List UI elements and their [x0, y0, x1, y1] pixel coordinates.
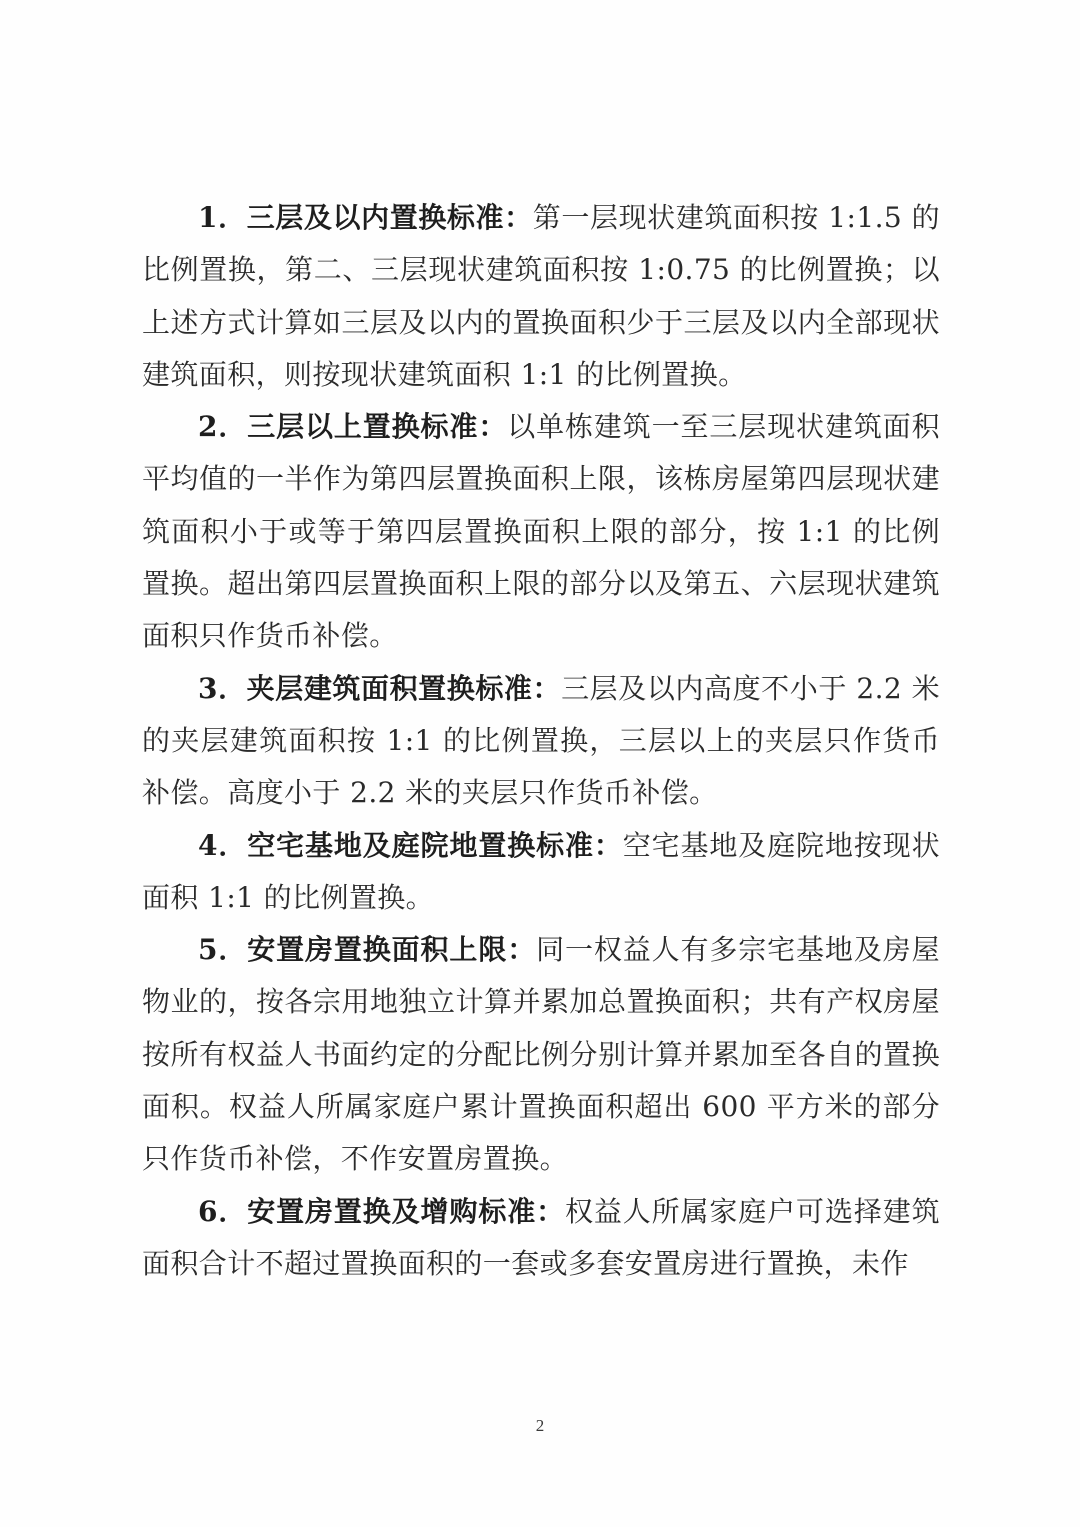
- paragraph-1-heading: 1．三层及以内置换标准：: [198, 201, 533, 234]
- paragraph-5-heading: 5．安置房置换面积上限：: [198, 933, 537, 967]
- paragraph-1-text: 第一层现状建筑面积按 1:1.5 的比例置换，第二、三层现状建筑面积按 1:0.75 的比例置换；以上述方式计算如三层及以内的置换面积少于三层及以内全部现状建筑面积，则按现状建筑面积 1:1 的比例置换。: [142, 201, 940, 391]
- paragraph-3-text: 三层及以内高度不小于 2.2 米的夹层建筑面积按 1:1 的比例置换，三层以上的夹层只作货币补偿。高度小于 2.2 米的夹层只作货币补偿。: [142, 671, 941, 810]
- paragraph-5-text: 同一权益人有多宗宅基地及房屋物业的，按各宗用地独立计算并累加总置换面积；共有产权房屋按所有权益人书面约定的分配比例分别计算并累加至各自的置换面积。权益人所属家庭户累计置换面积超出 600 平方米的部分只作货币补偿，不作安置房置换。: [142, 933, 940, 1176]
- paragraph-1: [142, 192, 940, 401]
- paragraph-4-text: 空宅基地及庭院地按现状面积 1:1 的比例置换。: [142, 828, 940, 914]
- paragraph-4: [142, 820, 940, 925]
- paragraph-2: [142, 401, 940, 662]
- paragraph-6: [142, 1186, 940, 1291]
- paragraph-6-heading: 6．安置房置换及增购标准：: [198, 1194, 565, 1228]
- paragraph-5: [142, 924, 940, 1185]
- paragraph-6-text: 权益人所属家庭户可选择建筑面积合计不超过置换面积的一套或多套安置房进行置换，未作: [142, 1194, 940, 1280]
- paragraph-2-text: 以单栋建筑一至三层现状建筑面积平均值的一半作为第四层置换面积上限，该栋房屋第四层现状建筑面积小于或等于第四层置换面积上限的部分，按 1:1 的比例置换。超出第四层置换面积上限的部分以及第五、六层现状建筑面积只作货币补偿。: [142, 410, 940, 653]
- page-number: 2: [535, 1416, 545, 1435]
- paragraph-4-heading: 4．空宅基地及庭院地置换标准：: [198, 828, 623, 862]
- document-body: [142, 192, 940, 1290]
- paragraph-3-heading: 3．夹层建筑面积置换标准：: [198, 671, 562, 705]
- paragraph-2-heading: 2．三层以上置换标准：: [198, 410, 508, 444]
- paragraph-3: [142, 663, 940, 820]
